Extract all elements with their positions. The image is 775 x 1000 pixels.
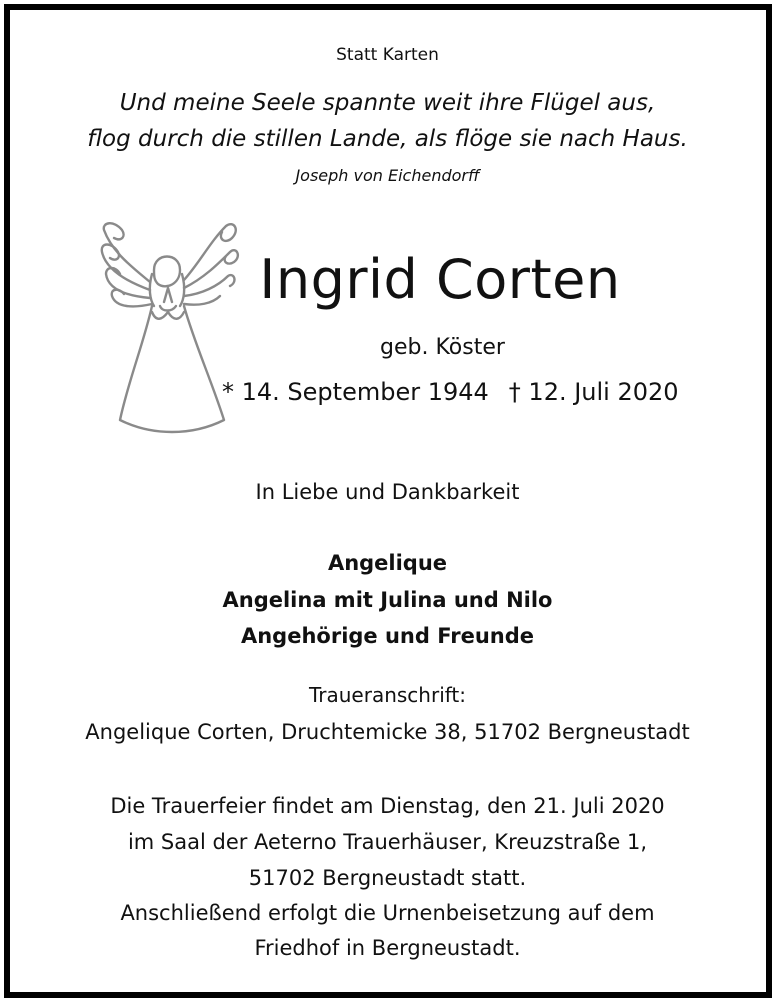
announcement-line: Friedhof in Bergneustadt. — [254, 936, 521, 960]
life-dates — [222, 378, 679, 406]
death-date: † 12. Juli 2020 — [508, 378, 679, 406]
announcement-line: Die Trauerfeier findet am Dienstag, den 21. Juli 2020 — [110, 794, 665, 818]
dedication-text: In Liebe und Dankbarkeit — [255, 480, 520, 504]
family-member: Angelique — [327, 551, 448, 575]
mourning-address: Angelique Corten, Druchtemicke 38, 51702 Bergneustadt — [85, 720, 690, 744]
quote-line-1: Und meine Seele spannte weit ihre Flügel aus, — [119, 90, 656, 116]
quote-author: Joseph von Eichendorff — [295, 166, 480, 185]
announcement-line: 51702 Bergneustadt statt. — [248, 866, 527, 890]
announcement-line: im Saal der Aeterno Trauerhäuser, Kreuzstraße 1, — [127, 830, 648, 854]
header-text: Statt Karten — [336, 45, 439, 65]
announcement-line: Anschließend erfolgt die Urnenbeisetzung auf dem — [120, 901, 655, 925]
birth-date: * 14. September 1944 — [222, 378, 489, 406]
angel-icon — [92, 212, 242, 437]
birth-name: geb. Köster — [380, 335, 505, 360]
family-member: Angelina mit Julina und Nilo — [222, 588, 553, 612]
family-member: Angehörige und Freunde — [240, 624, 534, 648]
quote-line-2: flog durch die stillen Lande, als flöge sie nach Haus. — [87, 126, 688, 152]
deceased-name: Ingrid Corten — [259, 248, 621, 311]
mourning-address-label: Traueranschrift: — [308, 683, 467, 707]
